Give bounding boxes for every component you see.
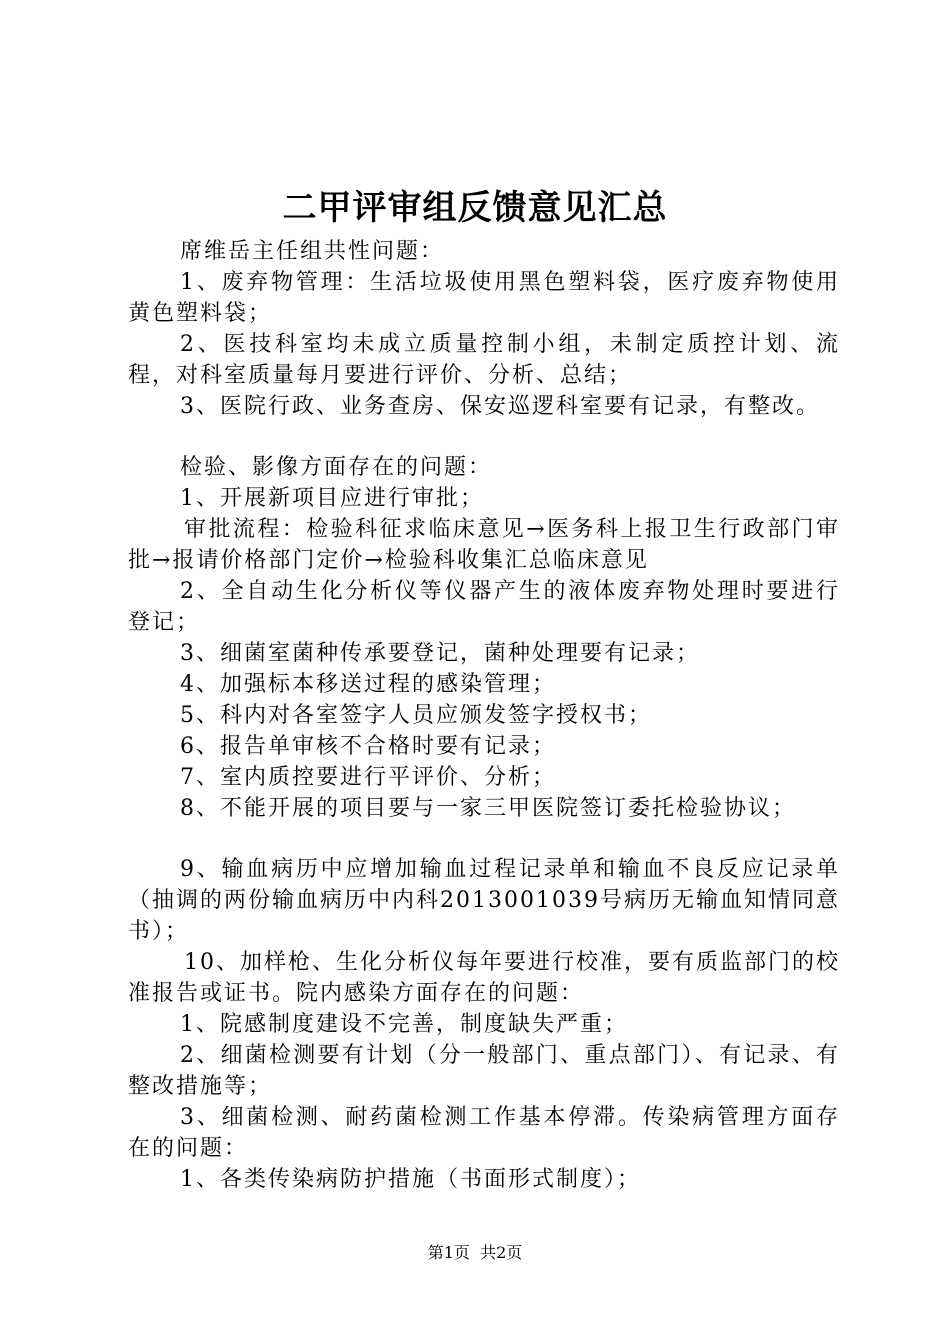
- paragraph: 7、室内质控要进行平评价、分析；: [180, 765, 556, 790]
- paragraph: 席维岳主任组共性问题：: [180, 239, 445, 264]
- paragraph: 2、全自动生化分析仪等仪器产生的液体废弃物处理时要进行登记；: [128, 579, 840, 635]
- paragraph: 审批流程：检验科征求临床意见→医务科上报卫生行政部门审批→报请价格部门定价→检验科收集汇总临床意见: [128, 517, 840, 573]
- page-footer: 第1页 共2页: [427, 1243, 523, 1262]
- paragraph: 1、院感制度建设不完善，制度缺失严重；: [180, 1012, 628, 1037]
- paragraph: 检验、影像方面存在的问题：: [180, 455, 493, 480]
- paragraph: 1、废弃物管理：生活垃圾使用黑色塑料袋，医疗废弃物使用黄色塑料袋；: [128, 270, 840, 326]
- paragraph: 2、细菌检测要有计划（分一般部门、重点部门）、有记录、有整改措施等；: [128, 1043, 840, 1099]
- paragraph: 2、医技科室均未成立质量控制小组，未制定质控计划、流程，对科室质量每月要进行评价、分析、总结；: [128, 332, 840, 388]
- paragraph: 5、科内对各室签字人员应颁发签字授权书；: [180, 703, 652, 728]
- paragraph-spacer: [128, 422, 840, 452]
- paragraph: 8、不能开展的项目要与一家三甲医院签订委托检验协议；: [180, 796, 796, 821]
- paragraph: 3、医院行政、业务查房、保安巡逻科室要有记录，有整改。: [180, 394, 820, 419]
- paragraph: 10、加样枪、生化分析仪每年要进行校准，要有质监部门的校准报告或证书。院内感染方面存在的问题：: [128, 950, 840, 1006]
- document-title: 二甲评审组反馈意见汇总: [282, 188, 668, 228]
- paragraph: 4、加强标本移送过程的感染管理；: [180, 672, 556, 697]
- paragraph: 3、细菌室菌种传承要登记，菌种处理要有记录；: [180, 641, 700, 666]
- paragraph: 9、输血病历中应增加输血过程记录单和输血不良反应记录单（抽调的两份输血病历中内科2013001039号病历无输血知情同意书）；: [128, 857, 840, 944]
- paragraph: 1、开展新项目应进行审批；: [180, 486, 484, 511]
- document-body: [128, 236, 840, 1195]
- paragraph-spacer: [128, 824, 840, 854]
- paragraph: 1、各类传染病防护措施（书面形式制度）；: [180, 1167, 641, 1192]
- paragraph: 6、报告单审核不合格时要有记录；: [180, 734, 556, 759]
- paragraph: 3、细菌检测、耐药菌检测工作基本停滞。传染病管理方面存在的问题：: [128, 1105, 840, 1161]
